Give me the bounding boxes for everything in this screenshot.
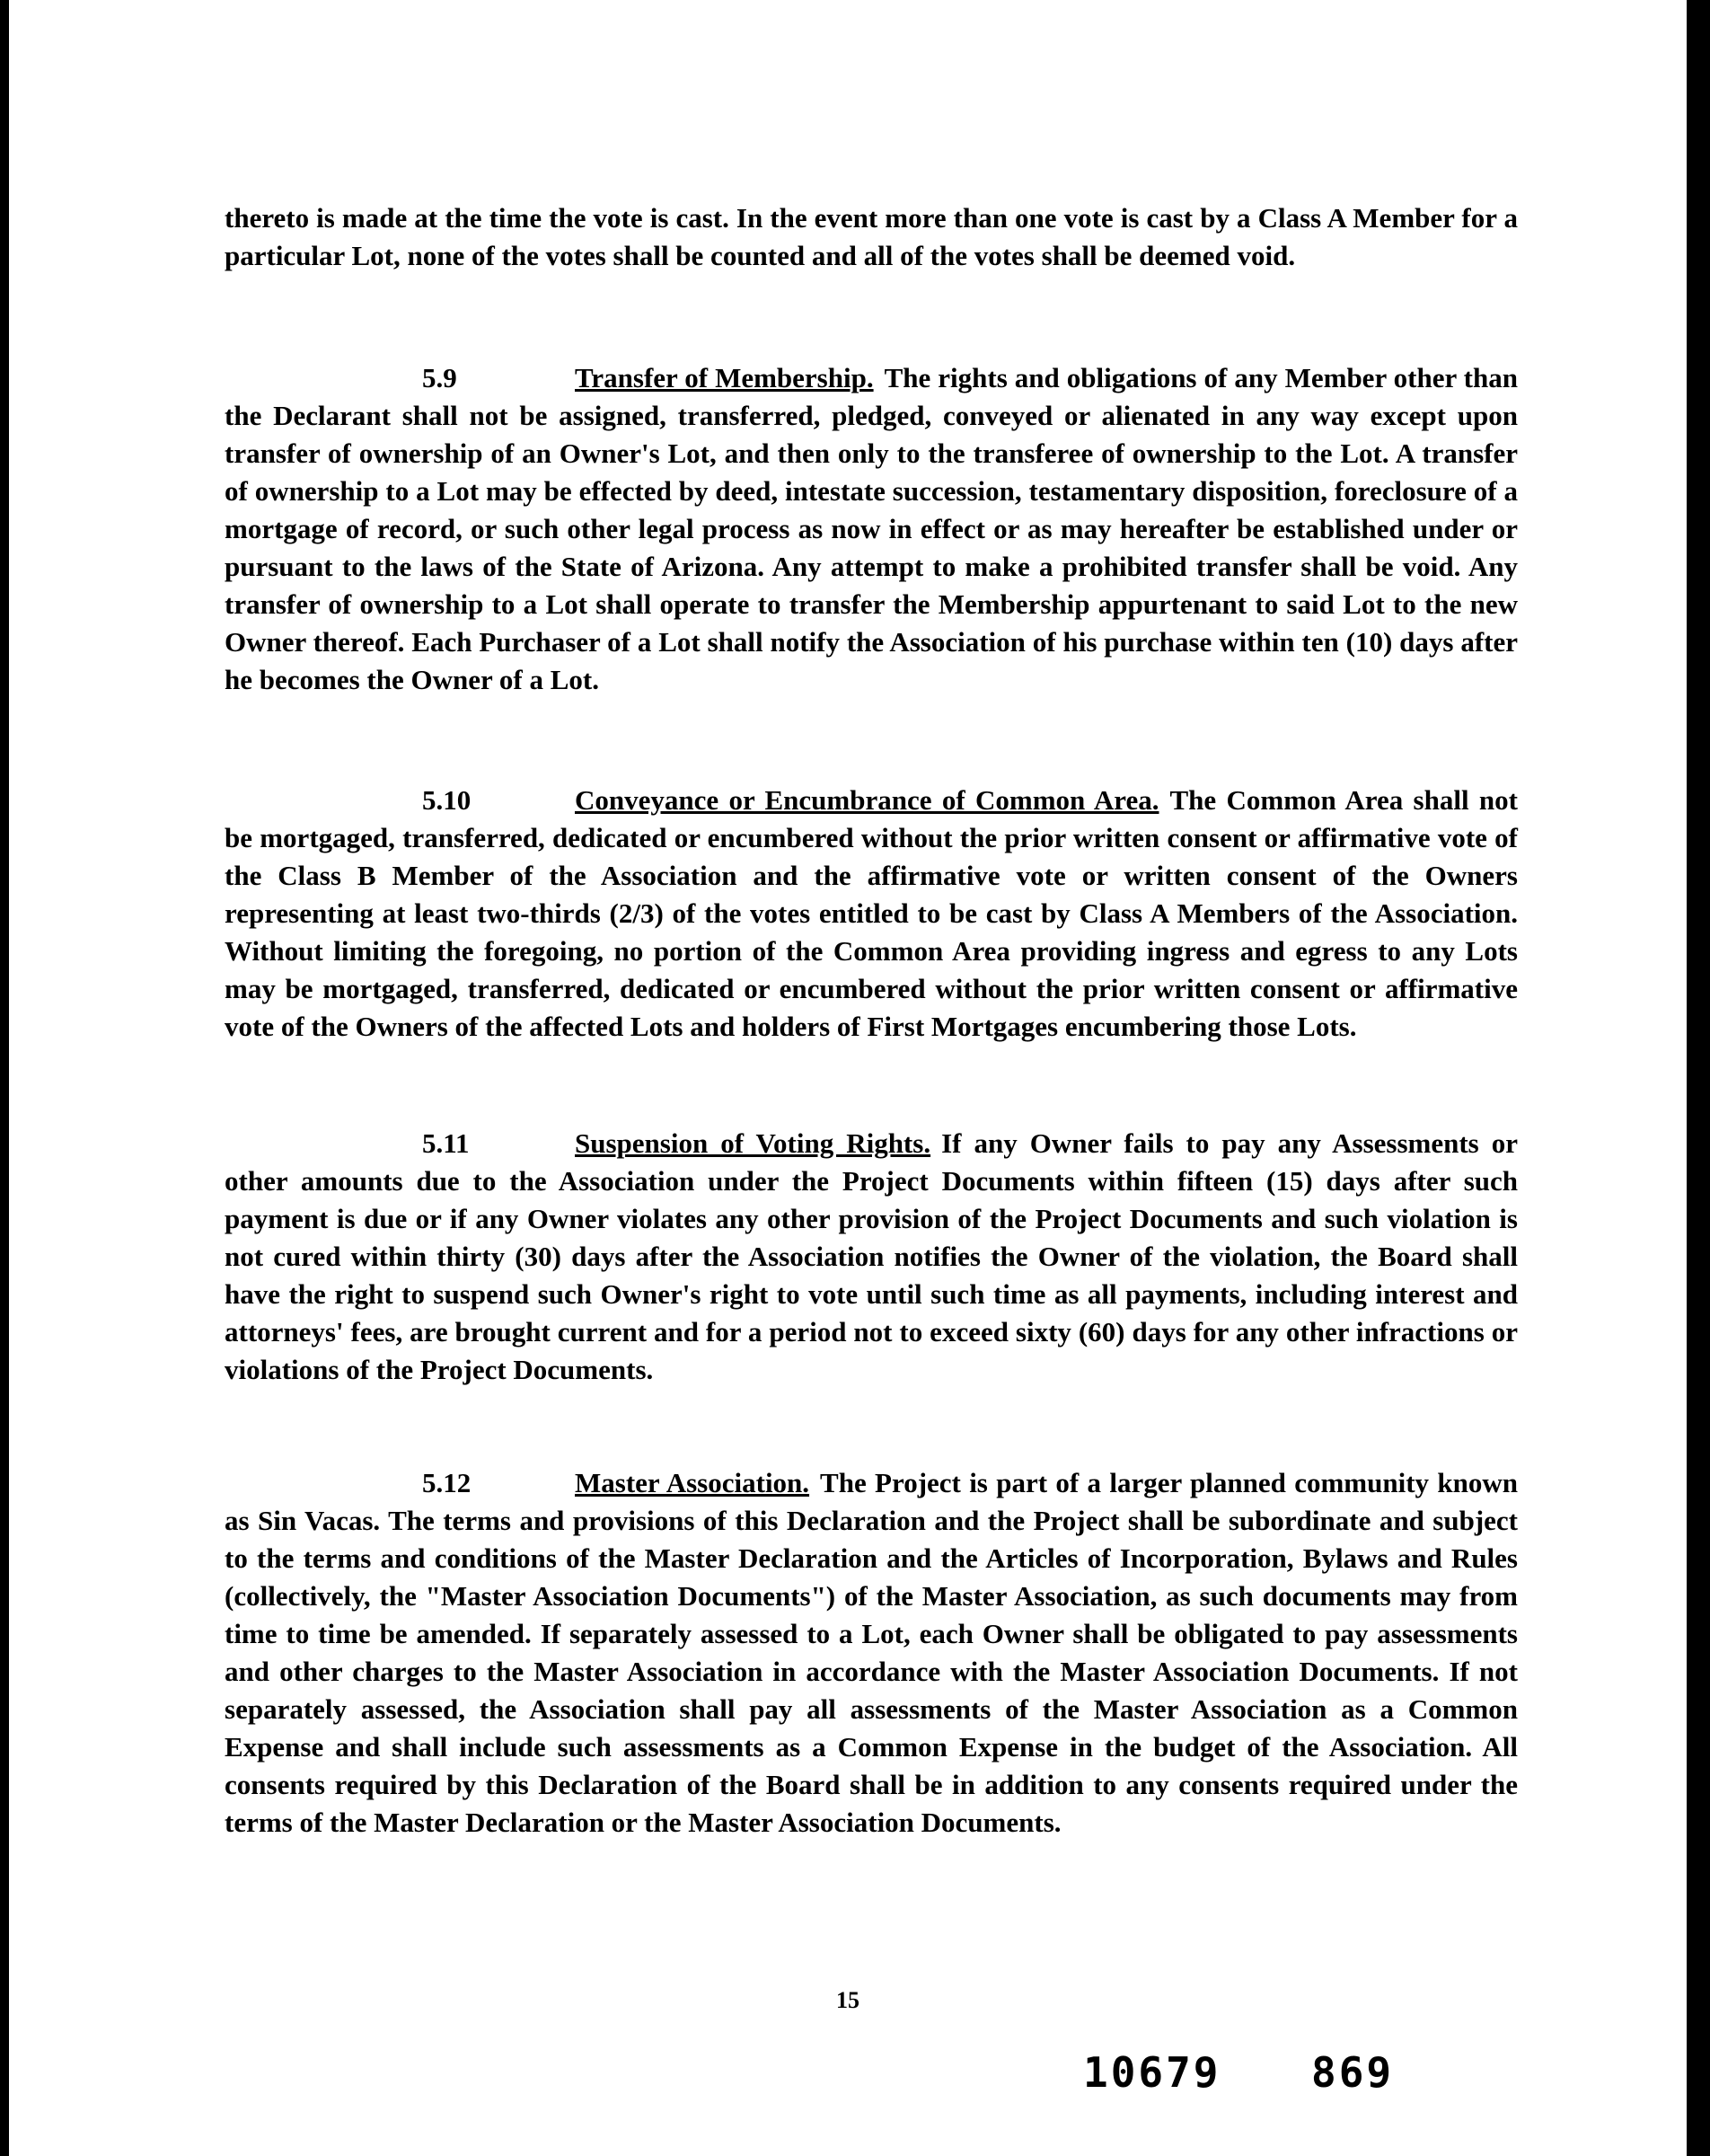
document-page [9,0,1687,2156]
scan-speck [11,1047,16,1052]
page-number: 15 [836,1987,859,2013]
section-body: If any Owner fails to pay any Assessments or other amounts due to the Association under the Project Documents within fifteen (15) days after such payment is due or if any Owner violates any other provision of the Project Documents and such violation is not cured within thirty (30) days after the Association notifies the Owner of the violation, the Board shall have the right to suspend such Owner's right to vote until such time as all payments, including interest and attorneys' fees, are brought current and for a period not to exceed sixty (60) days for any other infractions or violations of the Project Documents. [225,1127,1518,1385]
section-5-11 [225,1125,1518,1389]
section-title: Conveyance or Encumbrance of Common Area. [575,784,1159,816]
section-title: Transfer of Membership. [575,362,874,393]
scan-speck [36,795,41,800]
section-title: Master Association. [575,1467,810,1498]
section-5-10 [225,782,1518,1046]
section-number: 5.10 [422,784,472,816]
opening-paragraph: thereto is made at the time the vote is cast. In the event more than one vote is cast by a Class A Member for a particular Lot, none of the votes shall be counted and all of the votes shall be deemed void. [225,202,1518,271]
section-body: The rights and obligations of any Member other than the Declarant shall not be assigned, transferred, pledged, conveyed or alienated in any way except upon transfer of ownership of an Owner's Lot, and then only to the transferee of ownership to the Lot. A transfer of ownership to a Lot may be effected by deed, intestate succession, testamentary disposition, foreclosure of a mortgage of record, or such other legal process as now in effect or as may hereafter be established under or pursuant to the laws of the State of Arizona. Any attempt to make a prohibited transfer shall be void. Any transfer of ownership to a Lot shall operate to transfer the Membership appurtenant to said Lot to the new Owner thereof. Each Purchaser of a Lot shall notify the Association of his purchase within ten (10) days after he becomes the Owner of a Lot. [225,362,1518,695]
section-number: 5.12 [422,1467,472,1498]
section-body: The Project is part of a larger planned community known as Sin Vacas. The terms and provisions of this Declaration and the Project shall be subordinate and subject to the terms and conditions of the Master Declaration and the Articles of Incorporation, Bylaws and Rules (collectively, the "Master Association Documents") of the Master Association, as such documents may from time to time be amended. If separately assessed to a Lot, each Owner shall be obligated to pay assessments and other charges to the Master Association in accordance with the Master Association Documents. If not separately assessed, the Association shall pay all assessments of the Master Association as a Common Expense and shall include such assessments as a Common Expense in the budget of the Association. All consents required by this Declaration of the Board shall be in addition to any consents required under the terms of the Master Declaration or the Master Association Documents. [225,1467,1518,1838]
section-number: 5.11 [422,1127,470,1159]
section-body: The Common Area shall not be mortgaged, transferred, dedicated or encumbered without the prior written consent or affirmative vote of the Class B Member of the Association and the affirmative vote or written consent of the Owners representing at least two-thirds (2/3) of the votes entitled to be cast by Class A Members of the Association. Without limiting the foregoing, no portion of the Common Area providing ingress and egress to any Lots may be mortgaged, transferred, dedicated or encumbered without the prior written consent or affirmative vote of the Owners of the affected Lots and holders of First Mortgages encumbering those Lots. [225,784,1518,1042]
section-5-12 [225,1464,1518,1842]
section-number: 5.9 [422,362,457,393]
recording-stamp-page: 869 [1311,2048,1395,2097]
section-5-9 [225,359,1518,699]
section-title: Suspension of Voting Rights. [575,1127,931,1159]
recording-stamp-book: 10679 [1083,2048,1221,2097]
